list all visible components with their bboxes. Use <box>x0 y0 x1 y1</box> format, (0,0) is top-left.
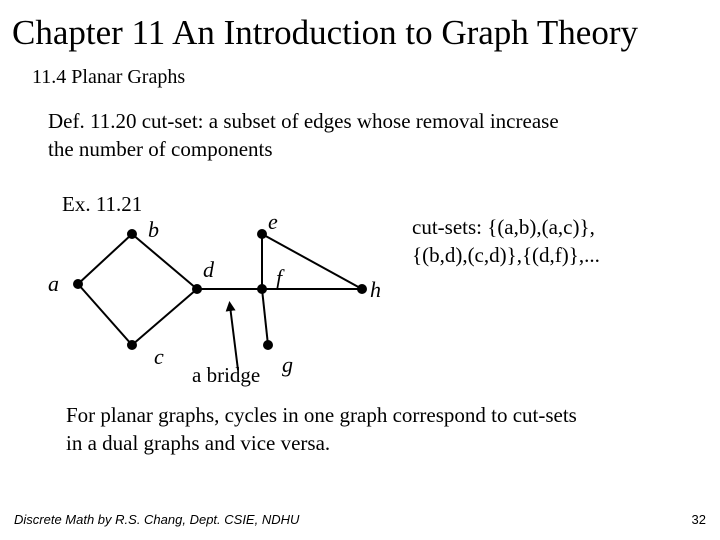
cut-sets-line-2: {(b,d),(c,d)},{(d,f)},... <box>412 243 600 267</box>
edge-b-d <box>132 234 197 289</box>
vertex-a <box>73 279 83 289</box>
vertex-labels <box>48 209 381 377</box>
vertex-label-c: c <box>154 344 164 369</box>
page-number: 32 <box>691 512 706 527</box>
vertex-label-f: f <box>276 265 283 290</box>
graph-edges <box>78 234 362 345</box>
edge-f-g <box>262 289 268 345</box>
vertex-label-g: g <box>282 352 293 377</box>
footer-credit: Discrete Math by R.S. Chang, Dept. CSIE, NDHU <box>14 512 300 527</box>
definition-line-2: the number of components <box>48 137 273 161</box>
edge-c-d <box>132 289 197 345</box>
example-label: Ex. 11.21 <box>62 192 143 216</box>
slide-title: Chapter 11 An Introduction to Graph Theory <box>12 13 638 52</box>
section-heading: 11.4 Planar Graphs <box>32 66 186 88</box>
vertex-f <box>257 284 267 294</box>
definition-line-1: Def. 11.20 cut-set: a subset of edges whose removal increase <box>48 109 559 133</box>
cut-sets-line-1: cut-sets: {(a,b),(a,c)}, <box>412 215 595 239</box>
bridge-label: a bridge <box>192 363 261 387</box>
vertex-label-b: b <box>148 217 159 242</box>
vertex-label-d: d <box>203 257 214 282</box>
vertex-g <box>263 340 273 350</box>
bridge-arrow <box>230 306 238 370</box>
vertex-c <box>127 340 137 350</box>
vertex-h <box>357 284 367 294</box>
note-line-2: in a dual graphs and vice versa. <box>66 431 331 455</box>
vertex-label-e: e <box>268 209 278 234</box>
vertex-d <box>192 284 202 294</box>
edge-a-b <box>78 234 132 284</box>
vertex-label-a: a <box>48 271 59 296</box>
edge-a-c <box>78 284 132 345</box>
note-line-1: For planar graphs, cycles in one graph correspond to cut-sets <box>66 403 577 427</box>
vertex-b <box>127 229 137 239</box>
vertex-e <box>257 229 267 239</box>
vertex-label-h: h <box>370 277 381 302</box>
